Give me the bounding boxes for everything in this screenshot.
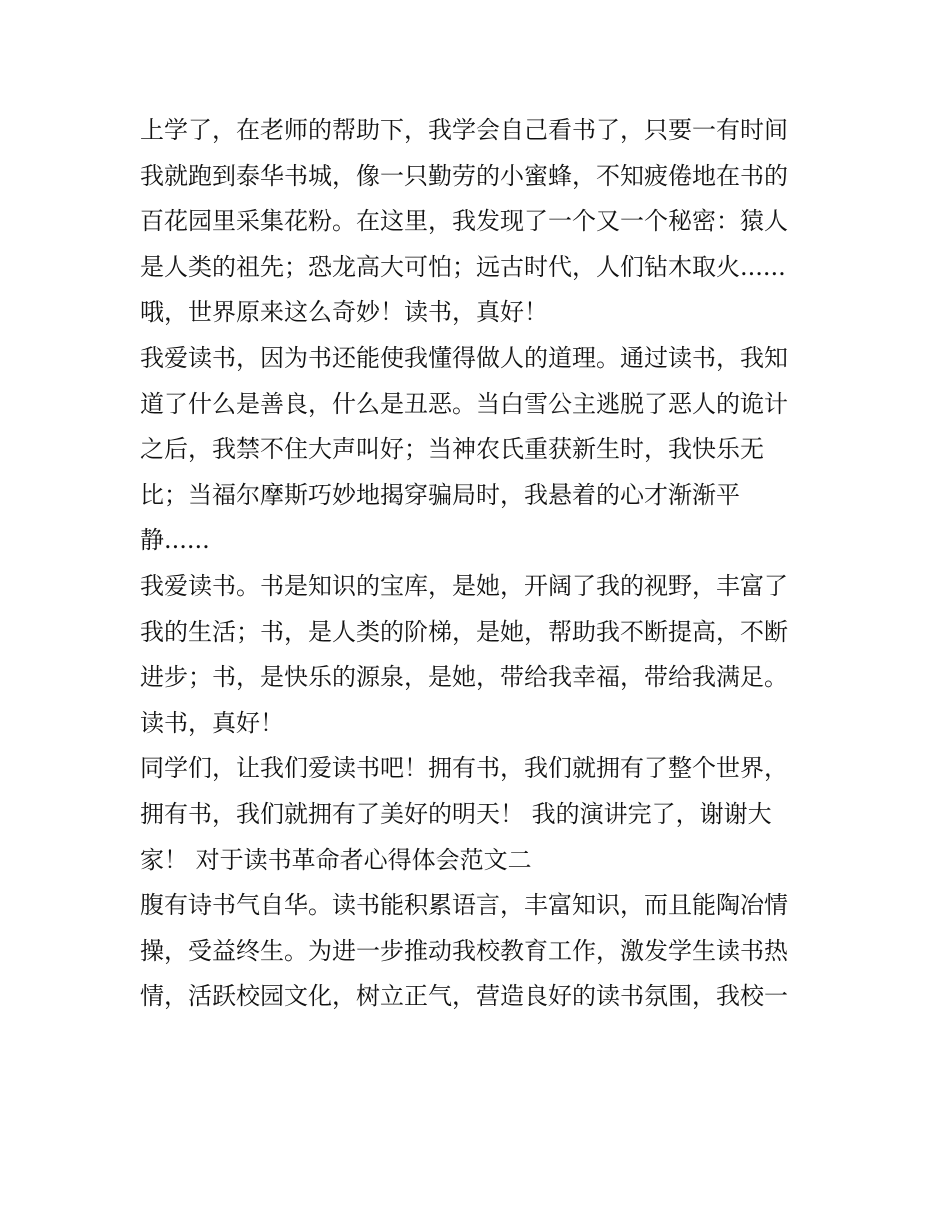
text-line: 上学了，在老师的帮助下，我学会自己看书了，只要一有时间 (140, 116, 788, 144)
text-line: 同学们，让我们爱读书吧！拥有书，我们就拥有了整个世界， (140, 754, 788, 783)
text-line: 静...... (140, 526, 210, 555)
text-line: 操，受益终生。为进一步推动我校教育工作，激发学生读书热 (140, 936, 788, 965)
text-line: 腹有诗书气自华。读书能积累语言，丰富知识，而且能陶冶情 (140, 891, 788, 920)
text-line: 情，活跃校园文化，树立正气，营造良好的读书氛围，我校一 (140, 982, 788, 1011)
text-line: 之后，我禁不住大声叫好；当神农氏重获新生时，我快乐无 (140, 435, 764, 464)
text-line: 是人类的祖先；恐龙高大可怕；远古时代，人们钻木取火...... (140, 252, 786, 281)
text-line: 比；当福尔摩斯巧妙地揭穿骗局时，我悬着的心才渐渐平 (140, 480, 740, 509)
text-line: 道了什么是善良，什么是丑恶。当白雪公主逃脱了恶人的诡计 (140, 389, 788, 418)
text-line: 我就跑到泰华书城，像一只勤劳的小蜜蜂，不知疲倦地在书的 (140, 161, 788, 190)
text-line: 进步；书，是快乐的源泉，是她，带给我幸福，带给我满足。 (140, 663, 788, 692)
text-line: 我爱读书。书是知识的宝库，是她，开阔了我的视野，丰富了 (140, 571, 788, 600)
text-line: 我爱读书，因为书还能使我懂得做人的道理。通过读书，我知 (140, 343, 788, 372)
text-line: 哦，世界原来这么奇妙！读书，真好！ (140, 298, 548, 327)
text-line: 拥有书，我们就拥有了美好的明天！ 我的演讲完了，谢谢大 (140, 799, 772, 828)
text-line: 百花园里采集花粉。在这里，我发现了一个又一个秘密：猿人 (140, 207, 788, 236)
text-line: 家！ 对于读书革命者心得体会范文二 (140, 845, 532, 874)
text-line: 读书，真好！ (140, 708, 284, 737)
body-text (140, 108, 820, 1020)
text-line: 我的生活；书，是人类的阶梯，是她，帮助我不断提高，不断 (140, 617, 788, 646)
